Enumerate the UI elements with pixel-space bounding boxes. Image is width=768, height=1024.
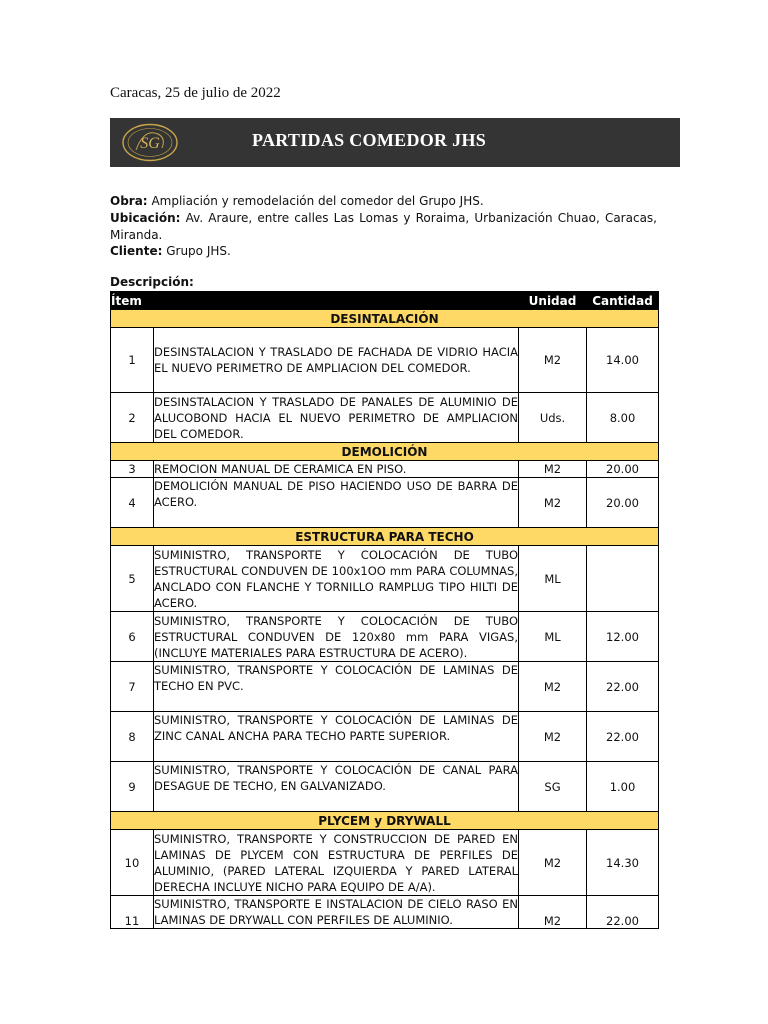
item-description: SUMINISTRO, TRANSPORTE Y COLOCACIÓN DE TUBO ESTRUCTURAL CONDUVEN DE 120x80 mm PARA VIGAS, (INCLUYE MATERIALES PARA ESTRUCTURA DE ACERO). [154,613,518,660]
item-number: 3 [111,461,154,478]
item-description: DESINSTALACION Y TRASLADO DE PANALES DE ALUMINIO DE ALUCOBOND HACIA EL NUEVO PERIMETRO DE AMPLIACION DEL COMEDOR. [154,394,518,441]
item-description: DEMOLICIÓN MANUAL DE PISO HACIENDO USO DE BARRA DE ACERO. [154,478,519,528]
item-unit: ML [519,612,587,662]
item-unit: M2 [519,328,587,393]
section-row [111,812,659,830]
item-number: 7 [111,662,154,712]
item-quantity: 22.00 [587,896,659,929]
items-table [110,291,659,929]
item-quantity: 22.00 [587,662,659,712]
item-quantity: 12.00 [587,612,659,662]
item-unit: M2 [519,712,587,762]
table-row [111,393,659,443]
item-unit: M2 [519,830,587,896]
page-title: PARTIDAS COMEDOR JHS [252,130,487,150]
item-description: SUMINISTRO, TRANSPORTE E INSTALACION DE CIELO RASO EN LAMINAS DE DRYWALL CON PERFILES DE ALUMINIO. [154,897,518,927]
item-number: 2 [111,393,154,443]
table-row [111,546,659,612]
item-description: DESINSTALACION Y TRASLADO DE FACHADA DE VIDRIO HACIA EL NUEVO PERIMETRO DE AMPLIACION DEL COMEDOR. [154,328,519,393]
item-number: 1 [111,328,154,393]
table-row [111,478,659,528]
header-unit: Unidad [519,292,587,310]
ubicacion-value: Av. Araure, entre calles Las Lomas y Roraima, Urbanización Chuao, Caracas, Miranda. [110,211,657,242]
table-row [111,328,659,393]
item-description: SUMINISTRO, TRANSPORTE Y COLOCACIÓN DE LAMINAS DE ZINC CANAL ANCHA PARA TECHO PARTE SUPERIOR. [154,712,519,762]
item-unit: Uds. [519,393,587,443]
item-unit: ML [519,546,587,612]
section-title: DESINTALACIÓN [111,310,659,328]
table-header-row [111,292,659,310]
section-row [111,528,659,546]
header-qty: Cantidad [587,292,659,310]
item-quantity: 8.00 [587,393,659,443]
item-quantity [587,546,659,612]
table-row [111,662,659,712]
item-description: SUMINISTRO, TRANSPORTE Y COLOCACIÓN DE CANAL PARA DESAGUE DE TECHO, EN GALVANIZADO. [154,762,519,812]
company-logo-icon [118,120,182,165]
table-row [111,896,659,929]
item-quantity: 20.00 [587,478,659,528]
title-banner [110,118,680,167]
section-row [111,443,659,461]
item-description: SUMINISTRO, TRANSPORTE Y CONSTRUCCION DE PARED EN LAMINAS DE PLYCEM CON ESTRUCTURA DE PERFILES DE ALUMINIO, (PARED LATERAL IZQUIERDA Y PARED LATERAL DERECHA INCLUYE NICHO PARA EQUIPO DE A/A). [154,831,518,894]
item-number: 5 [111,546,154,612]
cliente-line [110,243,657,260]
item-number: 11 [111,896,154,929]
item-number: 10 [111,830,154,896]
ubicacion-line [110,210,657,243]
obra-value: Ampliación y remodelación del comedor del Grupo JHS. [151,194,484,208]
descripcion-label: Descripción: [110,275,194,289]
item-description: SUMINISTRO, TRANSPORTE Y COLOCACIÓN DE LAMINAS DE TECHO EN PVC. [154,662,519,712]
item-number: 4 [111,478,154,528]
header-item: Ítem [111,292,519,310]
cliente-value: Grupo JHS. [166,244,231,258]
item-unit: M2 [519,461,587,478]
item-unit: SG [519,762,587,812]
item-description: REMOCION MANUAL DE CERAMICA EN PISO. [154,461,519,478]
item-quantity: 20.00 [587,461,659,478]
section-title: ESTRUCTURA PARA TECHO [111,528,659,546]
item-description: SUMINISTRO, TRANSPORTE Y COLOCACIÓN DE TUBO ESTRUCTURAL CONDUVEN DE 100x1OO mm PARA COLUMNAS, ANCLADO CON FLANCHE Y TORNILLO RAMPLUG TIPO HILTI DE ACERO. [154,547,518,610]
item-number: 6 [111,612,154,662]
item-quantity: 14.00 [587,328,659,393]
item-number: 9 [111,762,154,812]
item-quantity: 22.00 [587,712,659,762]
item-number: 8 [111,712,154,762]
logo-initials: SG [140,135,160,152]
cliente-label: Cliente: [110,244,163,258]
item-unit: M2 [519,662,587,712]
item-quantity: 1.00 [587,762,659,812]
table-row [111,762,659,812]
section-title: DEMOLICIÓN [111,443,659,461]
item-unit: M2 [519,478,587,528]
table-row [111,712,659,762]
section-row [111,310,659,328]
section-title: PLYCEM y DRYWALL [111,812,659,830]
item-quantity: 14.30 [587,830,659,896]
obra-line [110,193,657,210]
table-row [111,461,659,478]
date-line: Caracas, 25 de julio de 2022 [110,85,281,101]
item-unit: M2 [519,896,587,929]
table-row [111,830,659,896]
ubicacion-label: Ubicación: [110,211,181,225]
obra-label: Obra: [110,194,148,208]
table-row [111,612,659,662]
